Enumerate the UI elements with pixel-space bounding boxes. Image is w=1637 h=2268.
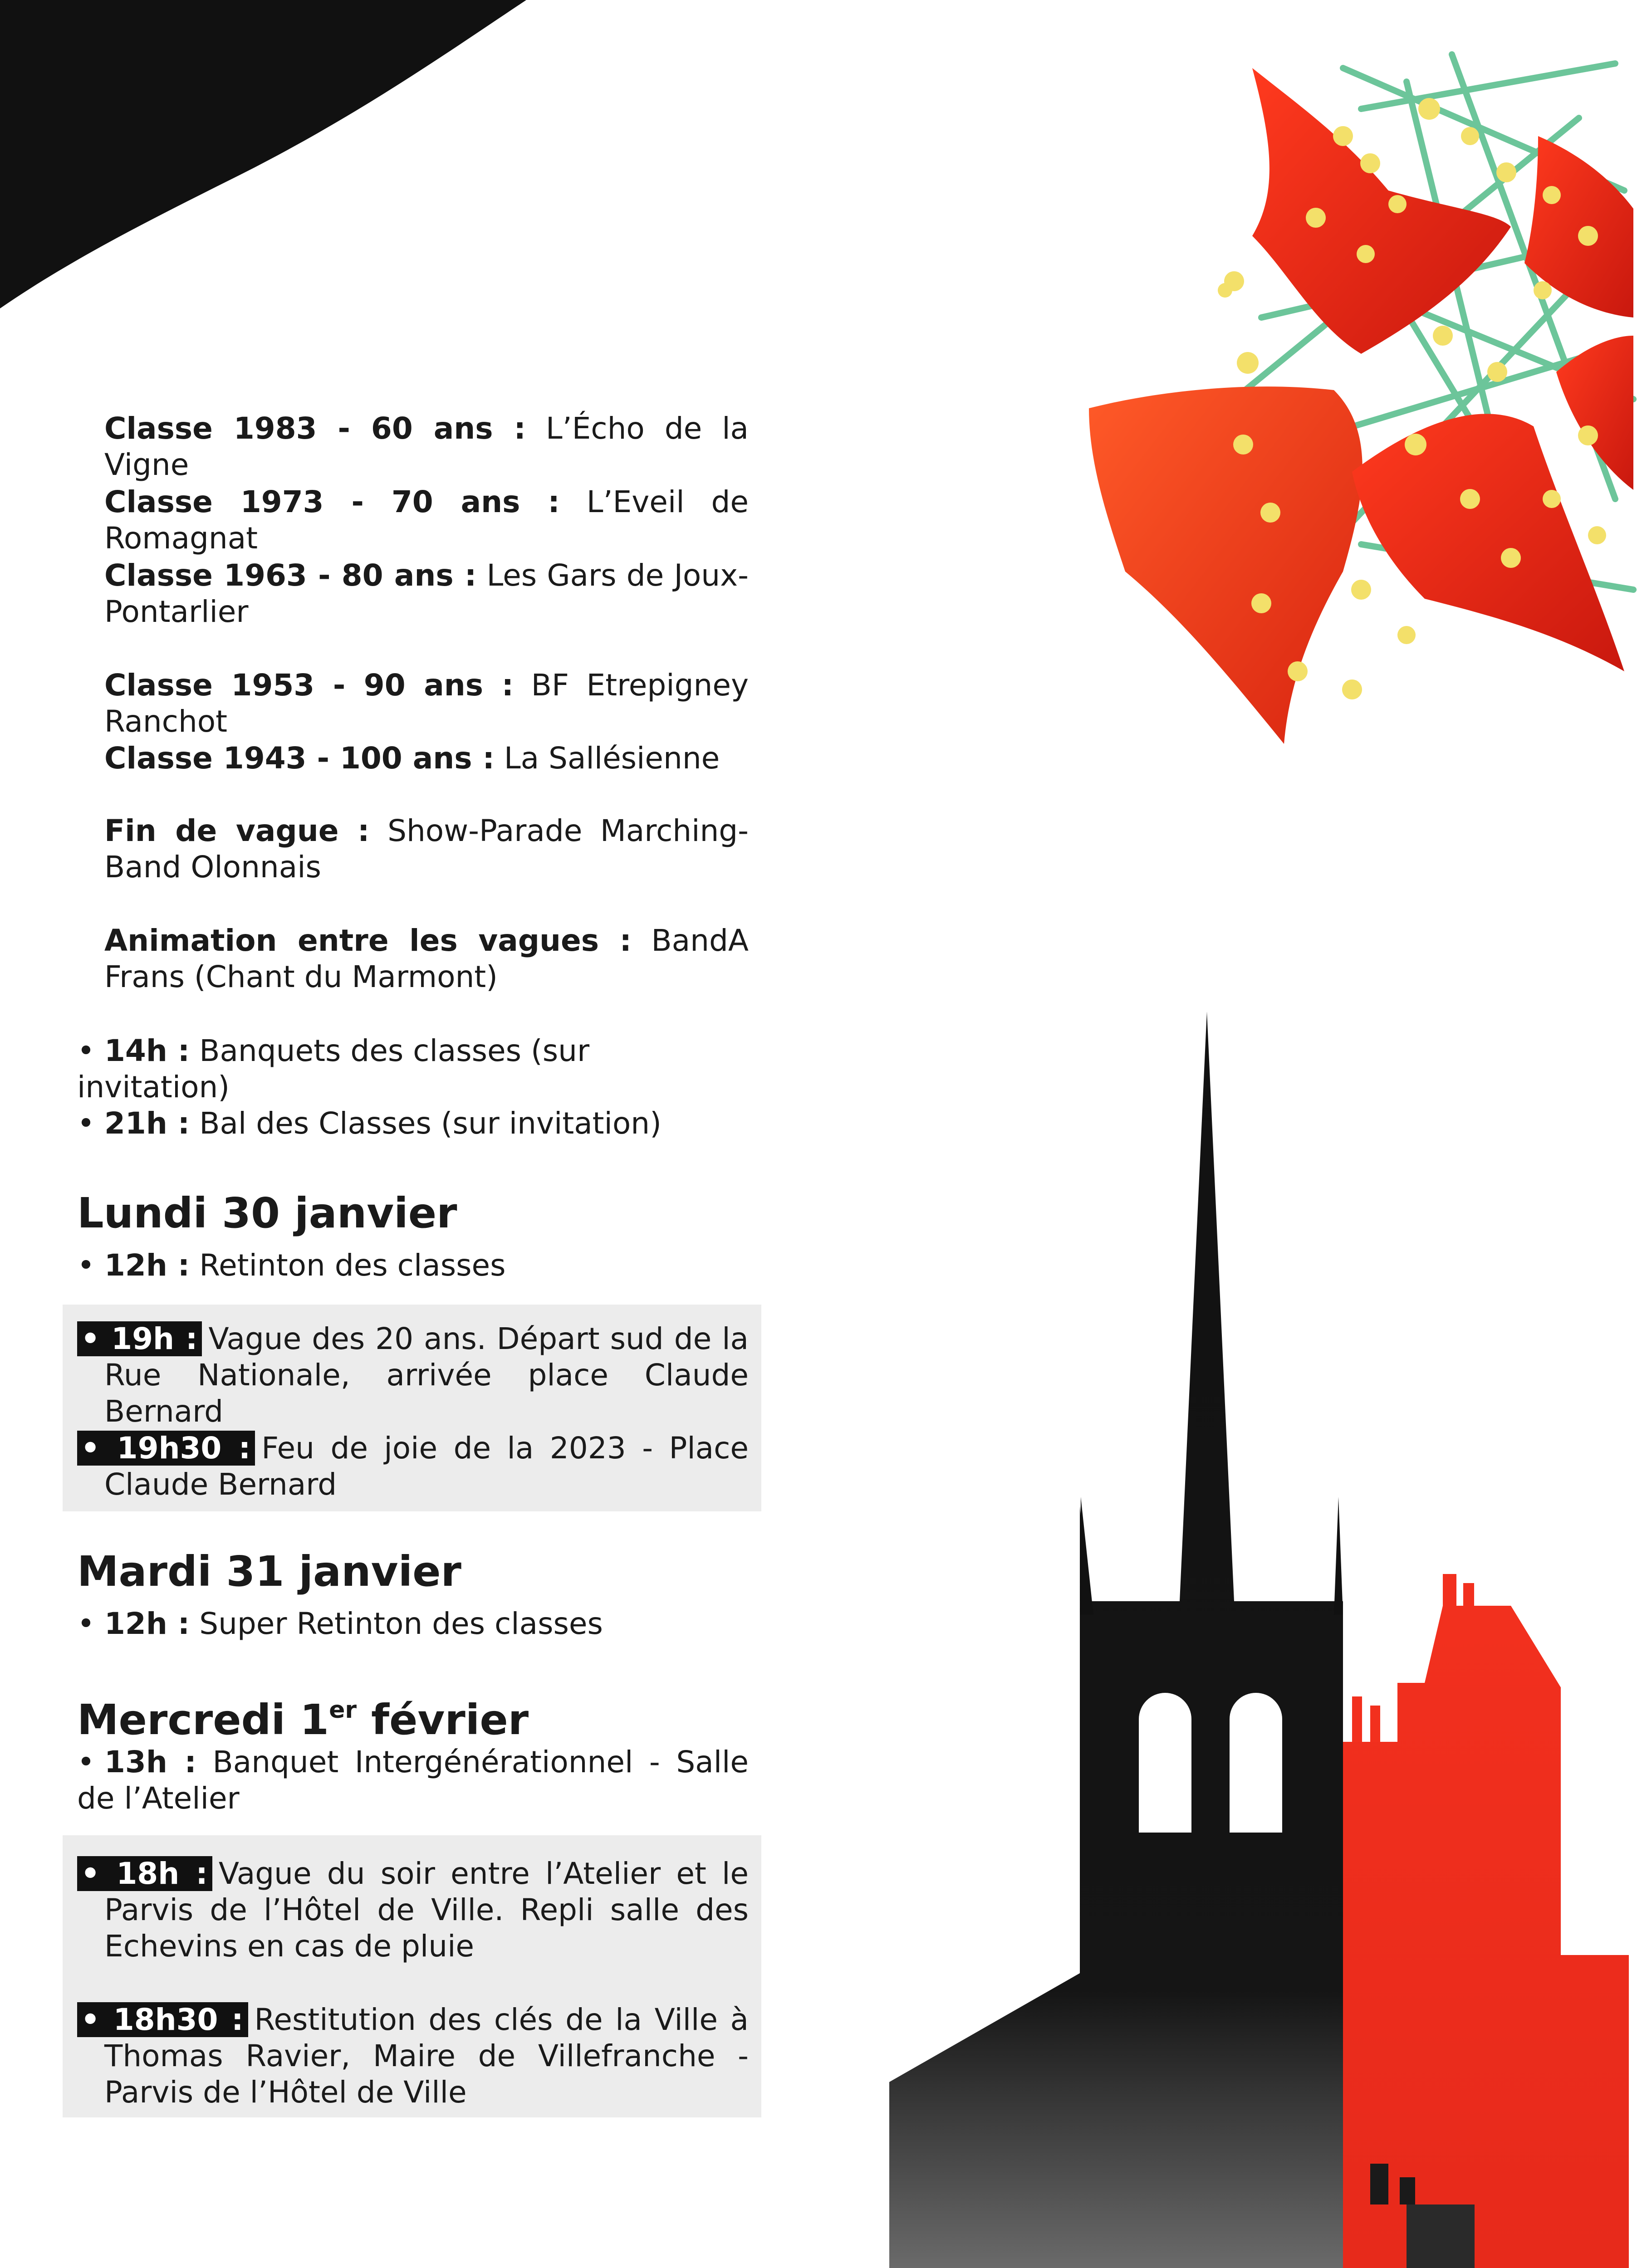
highlight-18h: • 18h : Vague du soir entre l’Atelier et le Parvis de l’Hôtel de Ville. Repli salle des Echevins en cas de pluie <box>104 1856 749 1965</box>
day-title-lundi: Lundi 30 janvier <box>77 1189 457 1237</box>
bullet-21h: • 21h : Bal des Classes (sur invitation) <box>77 1106 662 1141</box>
bullet-lundi-12h: • 12h : Retinton des classes <box>77 1248 506 1283</box>
highlight-19h30: • 19h30 : Feu de joie de la 2023 - Place Claude Bernard <box>104 1430 749 1503</box>
bullet-mercredi-13h: • 13h : Banquet Intergénérationnel - Salle de l’Atelier <box>77 1745 749 1816</box>
entry-classe-1943: Classe 1943 - 100 ans : La Sallésienne <box>104 741 720 776</box>
day-title-mardi: Mardi 31 janvier <box>77 1547 461 1596</box>
entry-classe-1953: Classe 1953 - 90 ans : BF Etrepigney Ranchot <box>104 668 749 739</box>
entry-fin-de-vague: Fin de vague : Show-Parade Marching-Band Olonnais <box>104 813 749 885</box>
highlight-19h: • 19h : Vague des 20 ans. Départ sud de la Rue Nationale, arrivée place Claude Bernard <box>104 1321 749 1430</box>
entry-animation: Animation entre les vagues : BandA Frans (Chant du Marmont) <box>104 923 749 994</box>
entry-classe-1973: Classe 1973 - 70 ans : L’Eveil de Romagnat <box>104 484 749 556</box>
entry-classe-1963: Classe 1963 - 80 ans : Les Gars de Joux-Pontarlier <box>104 558 749 629</box>
day-title-mercredi: Mercredi 1er février <box>77 1696 529 1744</box>
highlight-18h30: • 18h30 : Restitution des clés de la Ville à Thomas Ravier, Maire de Villefranche - Parvis de l’Hôtel de Ville <box>104 2002 749 2111</box>
bullet-mardi-12h: • 12h : Super Retinton des classes <box>77 1606 603 1641</box>
entry-classe-1983: Classe 1983 - 60 ans : L’Écho de la Vigne <box>104 411 749 482</box>
bullet-14h: • 14h : Banquets des classes (sur invitation) <box>77 1033 590 1105</box>
